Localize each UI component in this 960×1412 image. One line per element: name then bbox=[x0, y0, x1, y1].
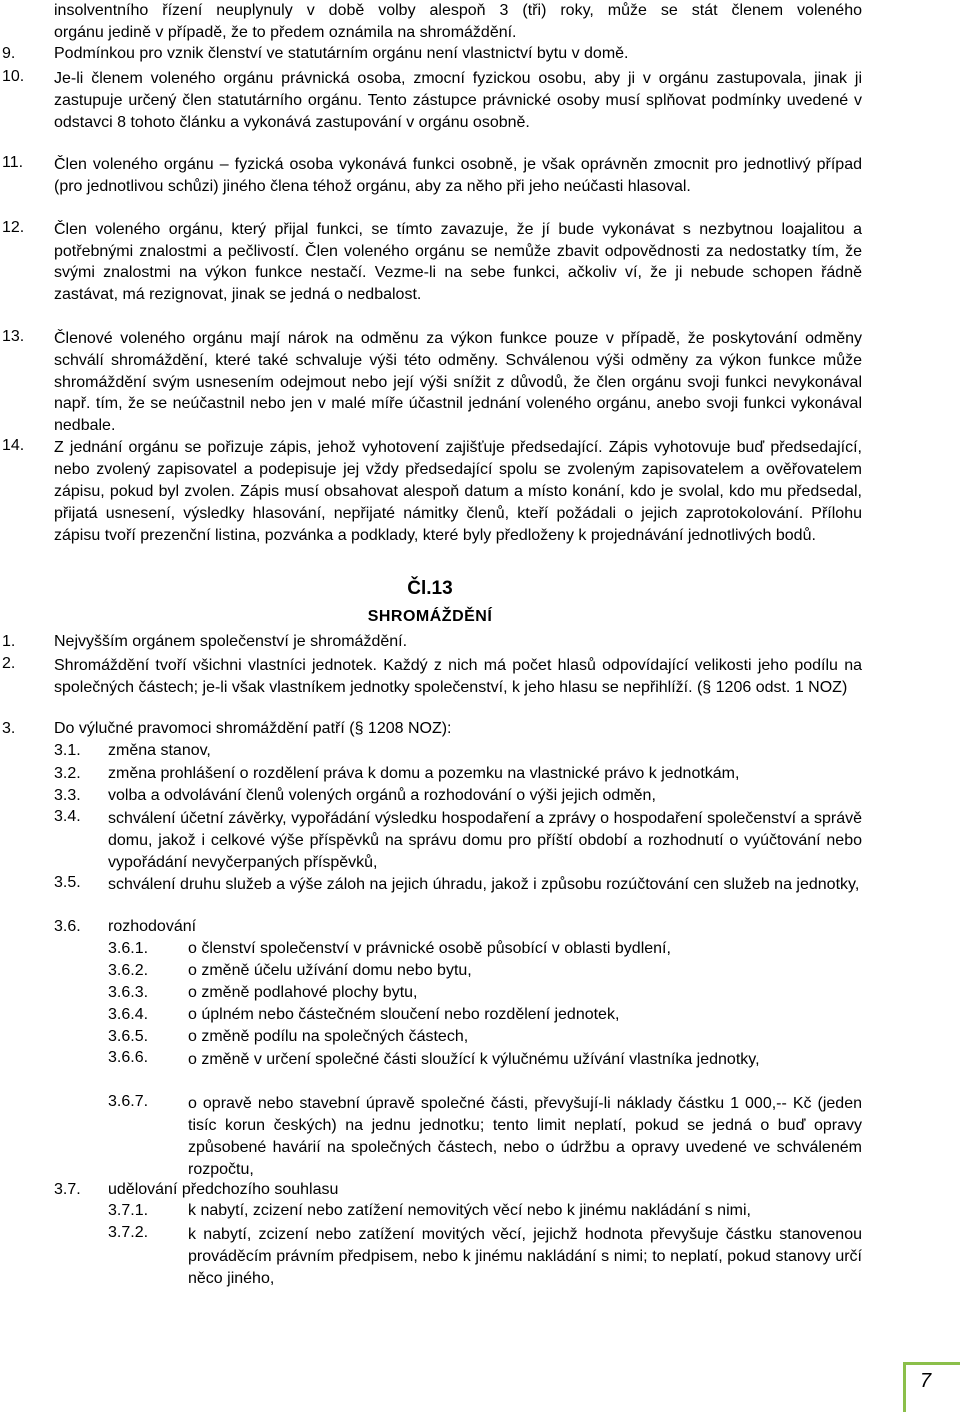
sub-item-text: k nabytí, zcizení nebo zatížení nemovitých věcí nebo k jinému nakládání s nimi, bbox=[188, 1202, 751, 1219]
sub-item-text: o změně podlahové plochy bytu, bbox=[188, 984, 418, 1001]
paragraph-12-text: Člen voleného orgánu, který přijal funkci, se tímto zavazuje, že jí bude vykonávat s nezbytnou loajalitou a potřebnými znalostmi a pečlivostí. Člen voleného orgánu se nemůže zbavit odpovědnosti za nedostatky tím, že svými znalostmi na výkon funkce nestačí. Vezme-li na sebe funkci, ačkoliv ví, že ji nebude schopen řádně zastávat, má rezignovat, jinak se jedná o nedbalost. bbox=[54, 221, 862, 303]
list-item-text: schválení účetní závěrky, vypořádání výsledku hospodaření a zprávy o hospodaření společenství a správě domu, jakož i celkové výše příspěvků na správu domu pro příští období a rozhodnutí o vyúčtování nebo vypořádání nevyčerpaných příspěvků, bbox=[108, 810, 862, 871]
sub-item-number: 3.6.1. bbox=[108, 940, 149, 957]
paragraph-number: 14. bbox=[2, 437, 25, 454]
list-item-number: 3.7. bbox=[54, 1181, 81, 1198]
list-item-number: 3.1. bbox=[54, 742, 81, 759]
sub-item-number: 3.6.4. bbox=[108, 1006, 149, 1023]
paragraph-number: 3. bbox=[2, 720, 16, 737]
paragraph-number: 2. bbox=[2, 655, 16, 672]
section-paragraph-3-text: Do výlučné pravomoci shromáždění patří (§ 1208 NOZ): bbox=[54, 720, 452, 737]
list-item-number: 3.5. bbox=[54, 874, 81, 891]
sub-item-text: k nabytí, zcizení nebo zatížení movitých věcí, jejichž hodnota převyšuje částku stanovenou prováděcím právním předpisem, nebo k jinému nakládání s nimi; to neplatí, pokud stanovy určí něco jiného, bbox=[188, 1226, 862, 1287]
list-item-text: volba a odvolávání členů volených orgánů a rozhodování o výši jejich odměn, bbox=[108, 787, 656, 804]
paragraph-number: 11. bbox=[2, 154, 24, 171]
list-item-number: 3.3. bbox=[54, 787, 81, 804]
sub-item-text: o členství společenství v právnické osobě působící v oblasti bydlení, bbox=[188, 940, 671, 957]
sub-item-text: o změně podílu na společných částech, bbox=[188, 1028, 469, 1045]
paragraph-number: 12. bbox=[2, 219, 25, 236]
footer-accent-horizontal bbox=[903, 1362, 960, 1365]
list-item-text: změna prohlášení o rozdělení práva k domu a pozemku na vlastnické právo k jednotkám, bbox=[108, 765, 740, 782]
list-item-number: 3.4. bbox=[54, 808, 81, 825]
list-item-number: 3.6. bbox=[54, 918, 81, 935]
sub-item-text: o opravě nebo stavební úpravě společné části, převyšují-li náklady částku 1 000,-- Kč (jeden tisíc korun českých) na jednu jednotku; tento limit neplatí, pokud se jedná o buď opravy způsobené havárií na společných částech, nebo o údržbu a opravy uvedené ve schváleném rozpočtu, bbox=[188, 1095, 862, 1178]
sub-item-number: 3.6.5. bbox=[108, 1028, 149, 1045]
list-item-text: udělování předchozího souhlasu bbox=[108, 1181, 339, 1198]
page-number: 7 bbox=[920, 1370, 932, 1392]
list-item-number: 3.2. bbox=[54, 765, 81, 782]
paragraph-14-text: Z jednání orgánu se pořizuje zápis, jehož vyhotovení zajišťuje předsedající. Zápis vyhotovuje buď předsedající, nebo zvolený zapisovatel a podepisuje jej vždy předsedající spolu se zvoleným zapisovatelem a ověřovatelem zápisu, pokud byl zvolen. Zápis musí obsahovat alespoň datum a místo konání, kdo je svolal, kdo mu předsedal, přijatá usnesení, výsledky hlasování, nepřijaté námitky členů, kteří požádali o jejich zaprotokolování. Přílohu zápisu tvoří prezenční listina, pozvánka a podklady, které byly předloženy k projednávání jednotlivých bodů. bbox=[54, 439, 862, 544]
paragraph-10-text: Je-li členem voleného orgánu právnická osoba, zmocní fyzickou osobu, aby ji v orgánu zastupovala, jinak ji zastupuje určený člen statutárního orgánu. Tento zástupce právnické osoby musí splňovat podmínky uvedené v odstavci 8 tohoto článku a vykonává zastupování v orgánu osobně. bbox=[54, 70, 862, 131]
continuation-line-2: orgánu jedině v případě, že to předem oznámila na shromáždění. bbox=[54, 24, 517, 41]
section-title: SHROMÁŽDĚNÍ bbox=[367, 608, 493, 625]
paragraph-9-text: Podmínkou pro vznik členství ve statutárním orgánu není vlastnictví bytu v domě. bbox=[54, 45, 629, 62]
list-item-text: změna stanov, bbox=[108, 742, 211, 759]
continuation-line-1: insolventního řízení neuplynuly v době volby alespoň 3 (tři) roky, může se stát členem voleného bbox=[54, 2, 862, 19]
section-paragraph-2-text: Shromáždění tvoří všichni vlastníci jednotek. Každý z nich má počet hlasů odpovídající velikosti jeho podílu na společných částech; je-li však vlastníkem jednotky společenství, k jeho hlasu se nepřihlíží. (§ 1206 odst. 1 NOZ) bbox=[54, 657, 862, 696]
sub-item-text: o změně účelu užívání domu nebo bytu, bbox=[188, 962, 472, 979]
list-item-text: schválení druhu služeb a výše záloh na jejich úhradu, jakož i způsobu rozúčtování cen služeb na jednotky, bbox=[108, 876, 860, 893]
sub-item-text: o změně v určení společné části sloužící k výlučnému užívání vlastníka jednotky, bbox=[188, 1051, 760, 1068]
sub-item-text: o úplném nebo částečném sloučení nebo rozdělení jednotek, bbox=[188, 1006, 620, 1023]
section-paragraph-1-text: Nejvyšším orgánem společenství je shromáždění. bbox=[54, 633, 408, 650]
sub-item-number: 3.6.2. bbox=[108, 962, 149, 979]
paragraph-11-text: Člen voleného orgánu – fyzická osoba vykonává funkci osobně, je však oprávněn zmocnit pro jednotlivý případ (pro jednotlivou schůzi) jiného člena téhož orgánu, aby za něho při jeho neúčasti hlasoval. bbox=[54, 156, 862, 195]
sub-item-number: 3.6.7. bbox=[108, 1093, 149, 1110]
paragraph-number: 9. bbox=[2, 45, 16, 62]
sub-item-number: 3.7.2. bbox=[108, 1224, 149, 1241]
paragraph-number: 10. bbox=[2, 68, 25, 85]
sub-item-number: 3.6.6. bbox=[108, 1049, 149, 1066]
paragraph-13-text: Členové voleného orgánu mají nárok na odměnu za výkon funkce pouze v případě, že poskytování odměny schválí shromáždění, které také schvaluje výši této odměny. Schválenou výši odměny za výkon funkce může shromáždění svým usnesením odejmout nebo její výši snížit z důvodů, že člen orgánu svoji funkci nevykonával např. tím, že se neúčastnil nebo jen v malé míře účastnil jednání voleného orgánu, anebo svoji funkci vykonával nedbale. bbox=[54, 330, 862, 435]
section-number: Čl.13 bbox=[407, 578, 453, 599]
sub-item-number: 3.7.1. bbox=[108, 1202, 149, 1219]
list-item-text: rozhodování bbox=[108, 918, 197, 935]
sub-item-number: 3.6.3. bbox=[108, 984, 149, 1001]
footer-accent-vertical bbox=[903, 1362, 906, 1412]
paragraph-number: 1. bbox=[2, 633, 16, 650]
paragraph-number: 13. bbox=[2, 328, 25, 345]
